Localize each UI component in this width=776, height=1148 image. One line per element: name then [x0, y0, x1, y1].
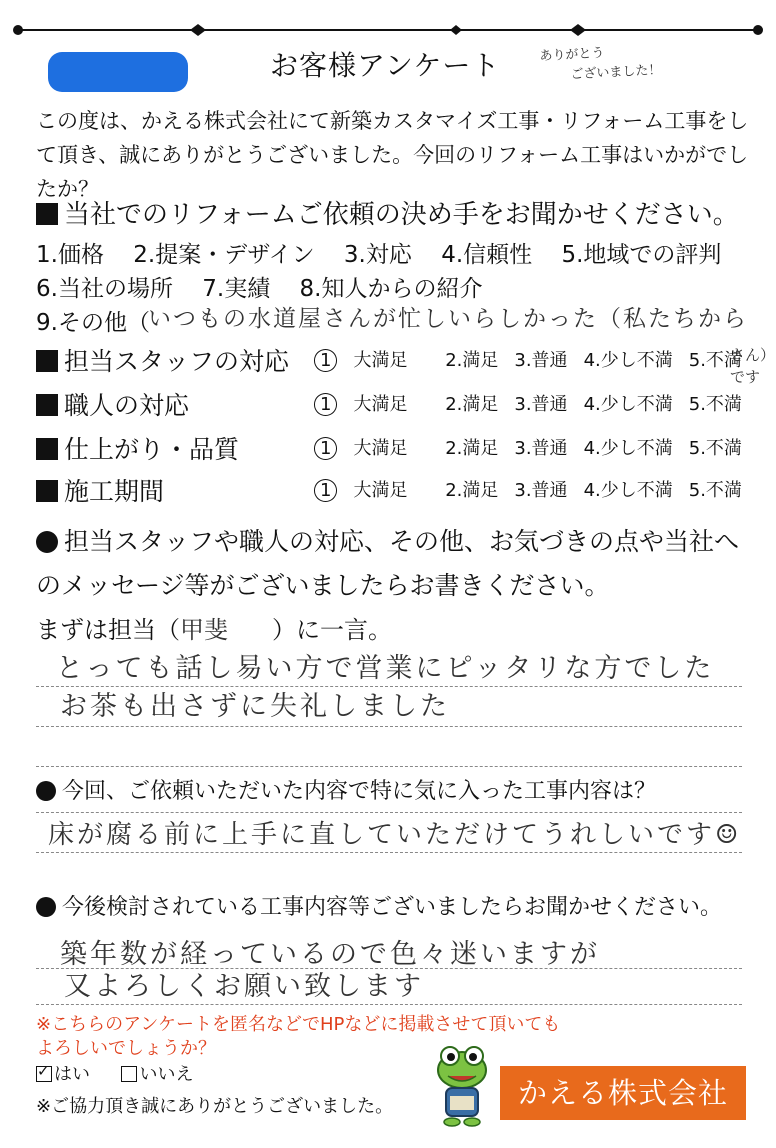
favorite-question: 今回、ご依頼いただいた内容で特に気に入った工事内容は？ — [36, 774, 656, 805]
yes-checkbox[interactable] — [36, 1066, 52, 1082]
rating-label-staff: 担当スタッフの対応 — [36, 342, 289, 378]
circled-choice: 1 — [314, 479, 337, 502]
rating-label-craftsman: 職人の対応 — [36, 386, 189, 422]
message-answer-line2: お茶も出さずに失礼しました — [60, 691, 450, 722]
handwritten-thanks-note: ありがとう ございました！ — [539, 45, 662, 83]
decision-options-row1: 1.価格 2.提案・デザイン 3.対応 4.信頼性 5.地域での評判 — [36, 242, 722, 268]
rating-scale-staff: 1 大満足 2.満足 3.普通 4.少し不満 5.不満 — [314, 346, 758, 372]
intro-text: この度は、かえる株式会社にて新築カスタマイズ工事・リフォーム工事をして頂き、誠にありがとうございました。今回のリフォーム工事はいかがでしたか？ — [36, 109, 749, 201]
redacted-name — [48, 52, 188, 92]
favorite-answer: 床が腐る前に上手に直していただけてうれしいです☺ — [48, 820, 742, 850]
dashed-line — [36, 852, 742, 853]
rating-scale-period: 1 大満足 2.満足 3.普通 4.少し不満 5.不満 — [314, 476, 758, 502]
dashed-line — [36, 812, 742, 813]
frog-mascot-icon — [430, 1042, 494, 1128]
circled-choice: 1 — [314, 437, 337, 460]
dashed-line — [36, 1004, 742, 1005]
future-answer-line1: 築年数が経っているので色々迷いますが — [60, 939, 600, 970]
decision-options-row2: 6.当社の場所 7.実績 8.知人からの紹介 — [36, 276, 483, 302]
company-logo: かえる株式会社 — [500, 1066, 746, 1120]
rating-label-period: 施工期間 — [36, 472, 164, 508]
circle-bullet-icon — [36, 531, 58, 553]
thanks-text: ※ご協力頂き誠にありがとうございました。 — [36, 1096, 394, 1117]
dashed-line — [36, 726, 742, 727]
publish-notice-line1: ※こちらのアンケートを匿名などでHPなどに掲載させて頂いても — [36, 1014, 561, 1035]
page-title: お客様アンケート — [270, 49, 501, 82]
rating-scale-quality: 1 大満足 2.満足 3.普通 4.少し不満 5.不満 — [314, 434, 758, 460]
dashed-line — [36, 766, 742, 767]
decision-heading: 当社でのリフォームご依頼の決め手をお聞かせください。 — [36, 194, 739, 231]
circle-bullet-icon — [36, 897, 56, 917]
decision-other-label: 9.その他（ — [36, 310, 150, 336]
square-bullet-icon — [36, 203, 58, 225]
handwritten-side-note: さん） です — [730, 346, 776, 386]
message-prompt: 担当スタッフや職人の対応、その他、お気づきの点や当社へのメッセージ等がございましたらお書きください。 — [36, 527, 740, 600]
square-bullet-icon — [36, 350, 58, 372]
circle-bullet-icon — [36, 781, 56, 801]
square-bullet-icon — [36, 394, 58, 416]
circled-choice: 1 — [314, 349, 337, 372]
tanto-line: まずは担当（甲斐 ）に一言。 — [36, 610, 392, 645]
future-answer-line2: 又よろしくお願い致します — [64, 971, 424, 1002]
message-answer-line1: とっても話し易い方で営業にピッタリな方でした — [56, 653, 715, 684]
square-bullet-icon — [36, 438, 58, 460]
tanto-name: 甲斐 — [180, 616, 228, 644]
future-question: 今後検討されている工事内容等ございましたらお聞かせください。 — [36, 890, 722, 921]
decision-other-answer: いつもの水道屋さんが忙しいらしかった（私たちから — [148, 306, 748, 332]
consent-options: ✓はい いいえ — [36, 1060, 193, 1086]
publish-notice-line2: よろしいでしょうか？ — [36, 1038, 216, 1059]
rating-scale-craftsman: 1 大満足 2.満足 3.普通 4.少し不満 5.不満 — [314, 390, 758, 416]
rating-label-quality: 仕上がり・品質 — [36, 430, 239, 466]
square-bullet-icon — [36, 480, 58, 502]
circled-choice: 1 — [314, 393, 337, 416]
ornamental-border — [10, 22, 766, 38]
no-checkbox[interactable] — [121, 1066, 137, 1082]
